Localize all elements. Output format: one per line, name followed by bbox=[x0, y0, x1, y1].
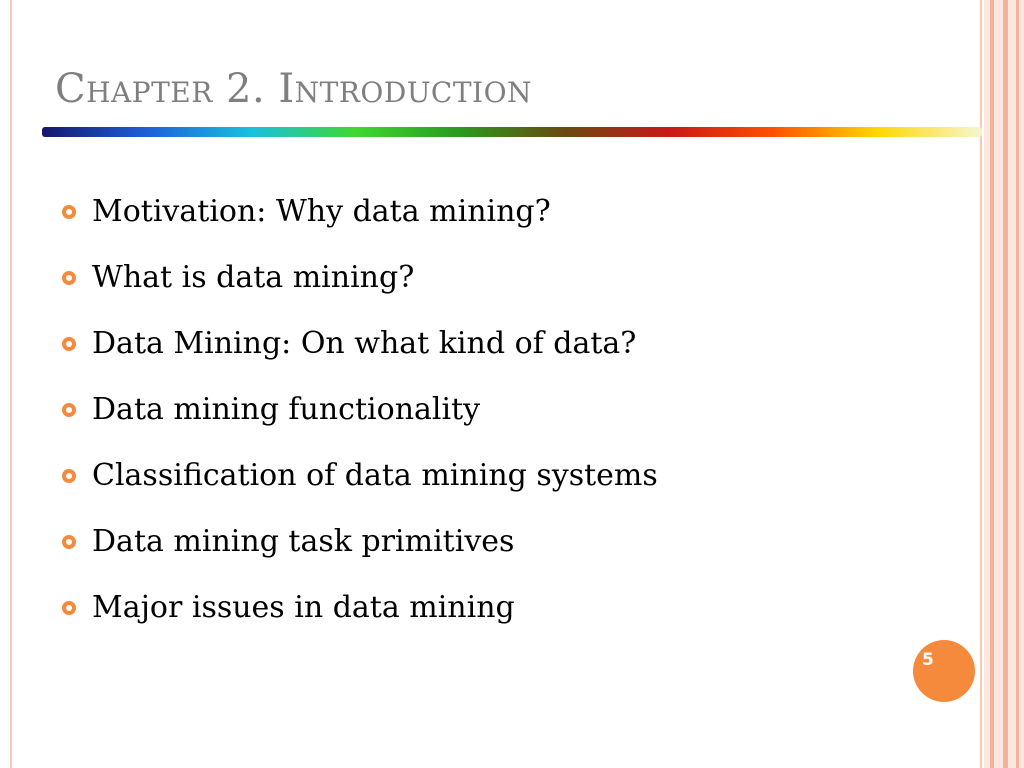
bullet-text: Major issues in data mining bbox=[92, 589, 515, 625]
bullet-text: Data Mining: On what kind of data? bbox=[92, 325, 637, 361]
bullet-text: Data mining functionality bbox=[92, 391, 481, 427]
bullet-text: Data mining task primitives bbox=[92, 523, 515, 559]
circle-bullet-icon bbox=[62, 205, 76, 219]
circle-bullet-icon bbox=[62, 403, 76, 417]
right-stripe-4 bbox=[1016, 0, 1019, 768]
page-number: 5 bbox=[922, 650, 934, 670]
circle-bullet-icon bbox=[62, 271, 76, 285]
bullet-text: What is data mining? bbox=[92, 259, 415, 295]
list-item bbox=[62, 376, 658, 442]
list-item bbox=[62, 574, 658, 640]
list-item bbox=[62, 508, 658, 574]
right-stripe-1 bbox=[980, 0, 982, 768]
right-stripe-2 bbox=[990, 0, 994, 768]
circle-bullet-icon bbox=[62, 601, 76, 615]
page-number-badge bbox=[913, 640, 975, 702]
right-stripe-3 bbox=[1003, 0, 1008, 768]
list-item bbox=[62, 178, 658, 244]
rainbow-divider bbox=[42, 127, 982, 137]
left-border bbox=[10, 0, 12, 768]
bullet-text: Classification of data mining systems bbox=[92, 457, 658, 493]
circle-bullet-icon bbox=[62, 337, 76, 351]
list-item bbox=[62, 310, 658, 376]
list-item bbox=[62, 244, 658, 310]
circle-bullet-icon bbox=[62, 535, 76, 549]
list-item bbox=[62, 442, 658, 508]
bullet-text: Motivation: Why data mining? bbox=[92, 193, 551, 229]
slide-title: Chapter 2. Introduction bbox=[55, 66, 533, 112]
bullet-list bbox=[62, 178, 658, 640]
circle-bullet-icon bbox=[62, 469, 76, 483]
